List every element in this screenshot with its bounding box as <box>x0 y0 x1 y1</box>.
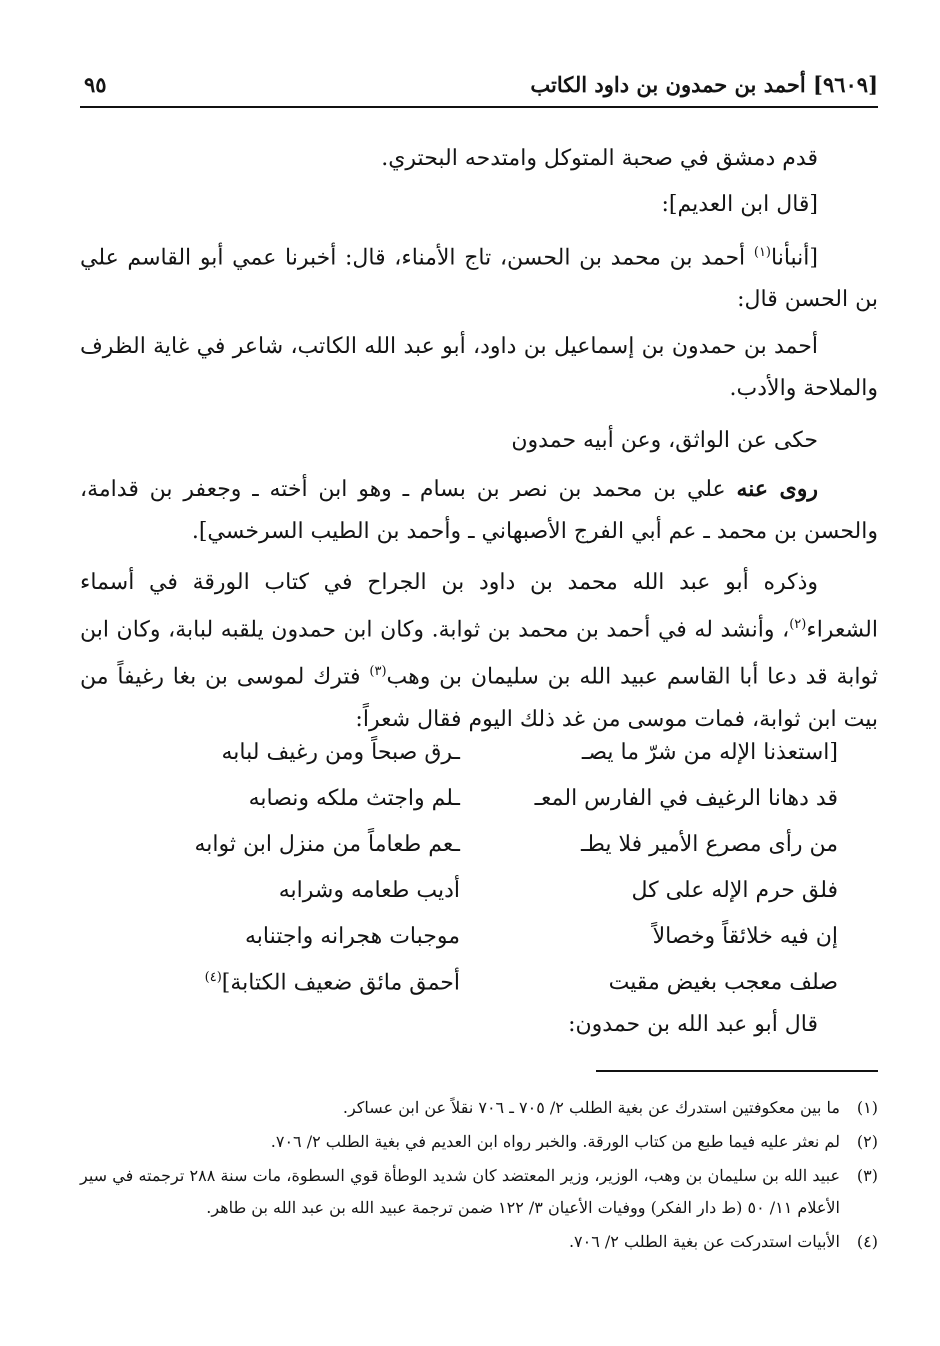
verse-second-hemistich: موجبات هجرانه واجتنابه <box>245 924 460 949</box>
paragraph-5: حكى عن الواثق، وعن أبيه حمدون <box>511 428 818 453</box>
footnote-number: (٤) <box>856 1232 878 1251</box>
paragraph-3-text-a: [أنبأنا <box>771 245 818 271</box>
running-title: [٩٦٠٩] أحمد بن حمدون بن داود الكاتب <box>530 72 878 97</box>
paragraph-7-text-b: ، وأنشد له في أحمد بن محمد بن ثوابة. وكان ابن حمدون يلقبه لبابة، وكان ابن ثوابة قد دعا أبا القاسم عبيد الله بن سليمان بن وهب <box>80 617 879 690</box>
paragraph-1: قدم دمشق في صحبة المتوكل وامتدحه البحتري. <box>381 146 818 171</box>
paragraph-2: [قال ابن العديم]: <box>661 192 818 217</box>
poem-verse <box>80 786 878 830</box>
footnote-text: عبيد الله بن سليمان بن وهب، الوزير، وزير المعتضد كان شديد الوطأة قوي السطوة، مات سنة ٢٨٨ ترجمته في سير الأعلام ١١/ ٥٠ (ط دار الفكر) ووفيات الأعيان ٣/ ١٢٢ ضمن ترجمة عبيد الله بن عبد الله بن طاهر. <box>80 1166 841 1217</box>
footnote-number: (٢) <box>856 1132 878 1151</box>
paragraph-7-text-a: وذكره أبو عبد الله محمد بن داود بن الجراح في كتاب الورقة في أسماء الشعراء <box>80 570 878 643</box>
verse-first-hemistich: فلق حرم الإله على كل <box>631 878 838 903</box>
footnote-divider <box>596 1070 878 1072</box>
paragraph-4: أحمد بن حمدون بن إسماعيل بن داود، أبو عبد الله الكاتب، شاعر في غاية الظرف والملاحة والأدب. <box>80 334 878 401</box>
footnote-ref-1: (١) <box>753 245 771 260</box>
paragraph-6 <box>80 468 878 553</box>
verse-first-hemistich: قد دهانا الرغيف في الفارس المعـ <box>534 786 838 811</box>
paragraph-3 <box>80 232 878 321</box>
footnote-ref-4: (٤) <box>204 970 222 985</box>
verse-second-hemistich: أديب طعامه وشرابه <box>278 878 460 903</box>
poem-verse <box>80 878 878 922</box>
verse-first-hemistich: صلف معجب بغيض مقيت <box>608 970 838 995</box>
paragraph-7-text-c: فترك لموسى بن بغا رغيفاً من بيت ابن ثوابة، فمات موسى من غد ذلك اليوم فقال شعراً: <box>80 664 878 732</box>
footnote-4 <box>80 1226 878 1258</box>
verse-second-hemistich-text: أحمق مائق ضعيف الكتابة] <box>221 970 460 996</box>
paragraph-6-bold-lead: روى عنه <box>736 476 818 502</box>
verse-first-hemistich: [استعذنا الإله من شرّ ما يصـ <box>581 740 838 765</box>
closing-line: قال أبو عبد الله بن حمدون: <box>568 1012 818 1037</box>
verse-second-hemistich: ـعم طعاماً من منزل ابن ثوابه <box>194 832 460 857</box>
verse-first-hemistich: من رأى مصرع الأمير فلا يطـ <box>580 832 838 857</box>
footnote-number: (٣) <box>856 1166 878 1185</box>
page-number: ٩٥ <box>84 72 107 97</box>
page-header <box>80 66 878 108</box>
footnote-text: ما بين معكوفتين استدرك عن بغية الطلب ٢/ ٧٠٥ ـ ٧٠٦ نقلاً عن ابن عساكر. <box>342 1098 840 1117</box>
paragraph-7 <box>80 562 878 741</box>
footnote-1 <box>80 1092 878 1124</box>
footnote-ref-2: (٢) <box>789 617 807 632</box>
footnote-number: (١) <box>856 1098 878 1117</box>
paragraph-3-text-b: أحمد بن محمد بن الحسن، تاج الأمناء، قال: أخبرنا عمي أبو القاسم علي بن الحسن قال: <box>80 245 878 313</box>
paragraph-6-text: علي بن محمد بن نصر بن بسام ـ وهو ابن أخته ـ وجعفر بن قدامة، والحسن بن محمد ـ عم أبي الفرج الأصبهاني ـ وأحمد بن الطيب السرخسي]. <box>80 477 878 544</box>
poem-verse <box>80 924 878 968</box>
footnote-ref-3: (٣) <box>369 664 387 680</box>
footnote-2 <box>80 1126 878 1158</box>
footnote-text: الأبيات استدركت عن بغية الطلب ٢/ ٧٠٦. <box>568 1232 840 1251</box>
footnote-3 <box>80 1160 878 1224</box>
poem-verse <box>80 970 878 1014</box>
footnote-text: لم نعثر عليه فيما طبع من كتاب الورقة. والخبر رواه ابن العديم في بغية الطلب ٢/ ٧٠٦. <box>270 1132 840 1151</box>
verse-second-hemistich <box>130 970 460 995</box>
poem-verse <box>80 832 878 876</box>
verse-first-hemistich: إن فيه خلائقاً وخصالاً <box>652 924 838 949</box>
poem-verse <box>80 740 878 784</box>
verse-second-hemistich: ـرق صبحاً ومن رغيف لبابه <box>221 740 460 765</box>
verse-second-hemistich: ـلم واجتث ملكه ونصابه <box>248 786 460 811</box>
